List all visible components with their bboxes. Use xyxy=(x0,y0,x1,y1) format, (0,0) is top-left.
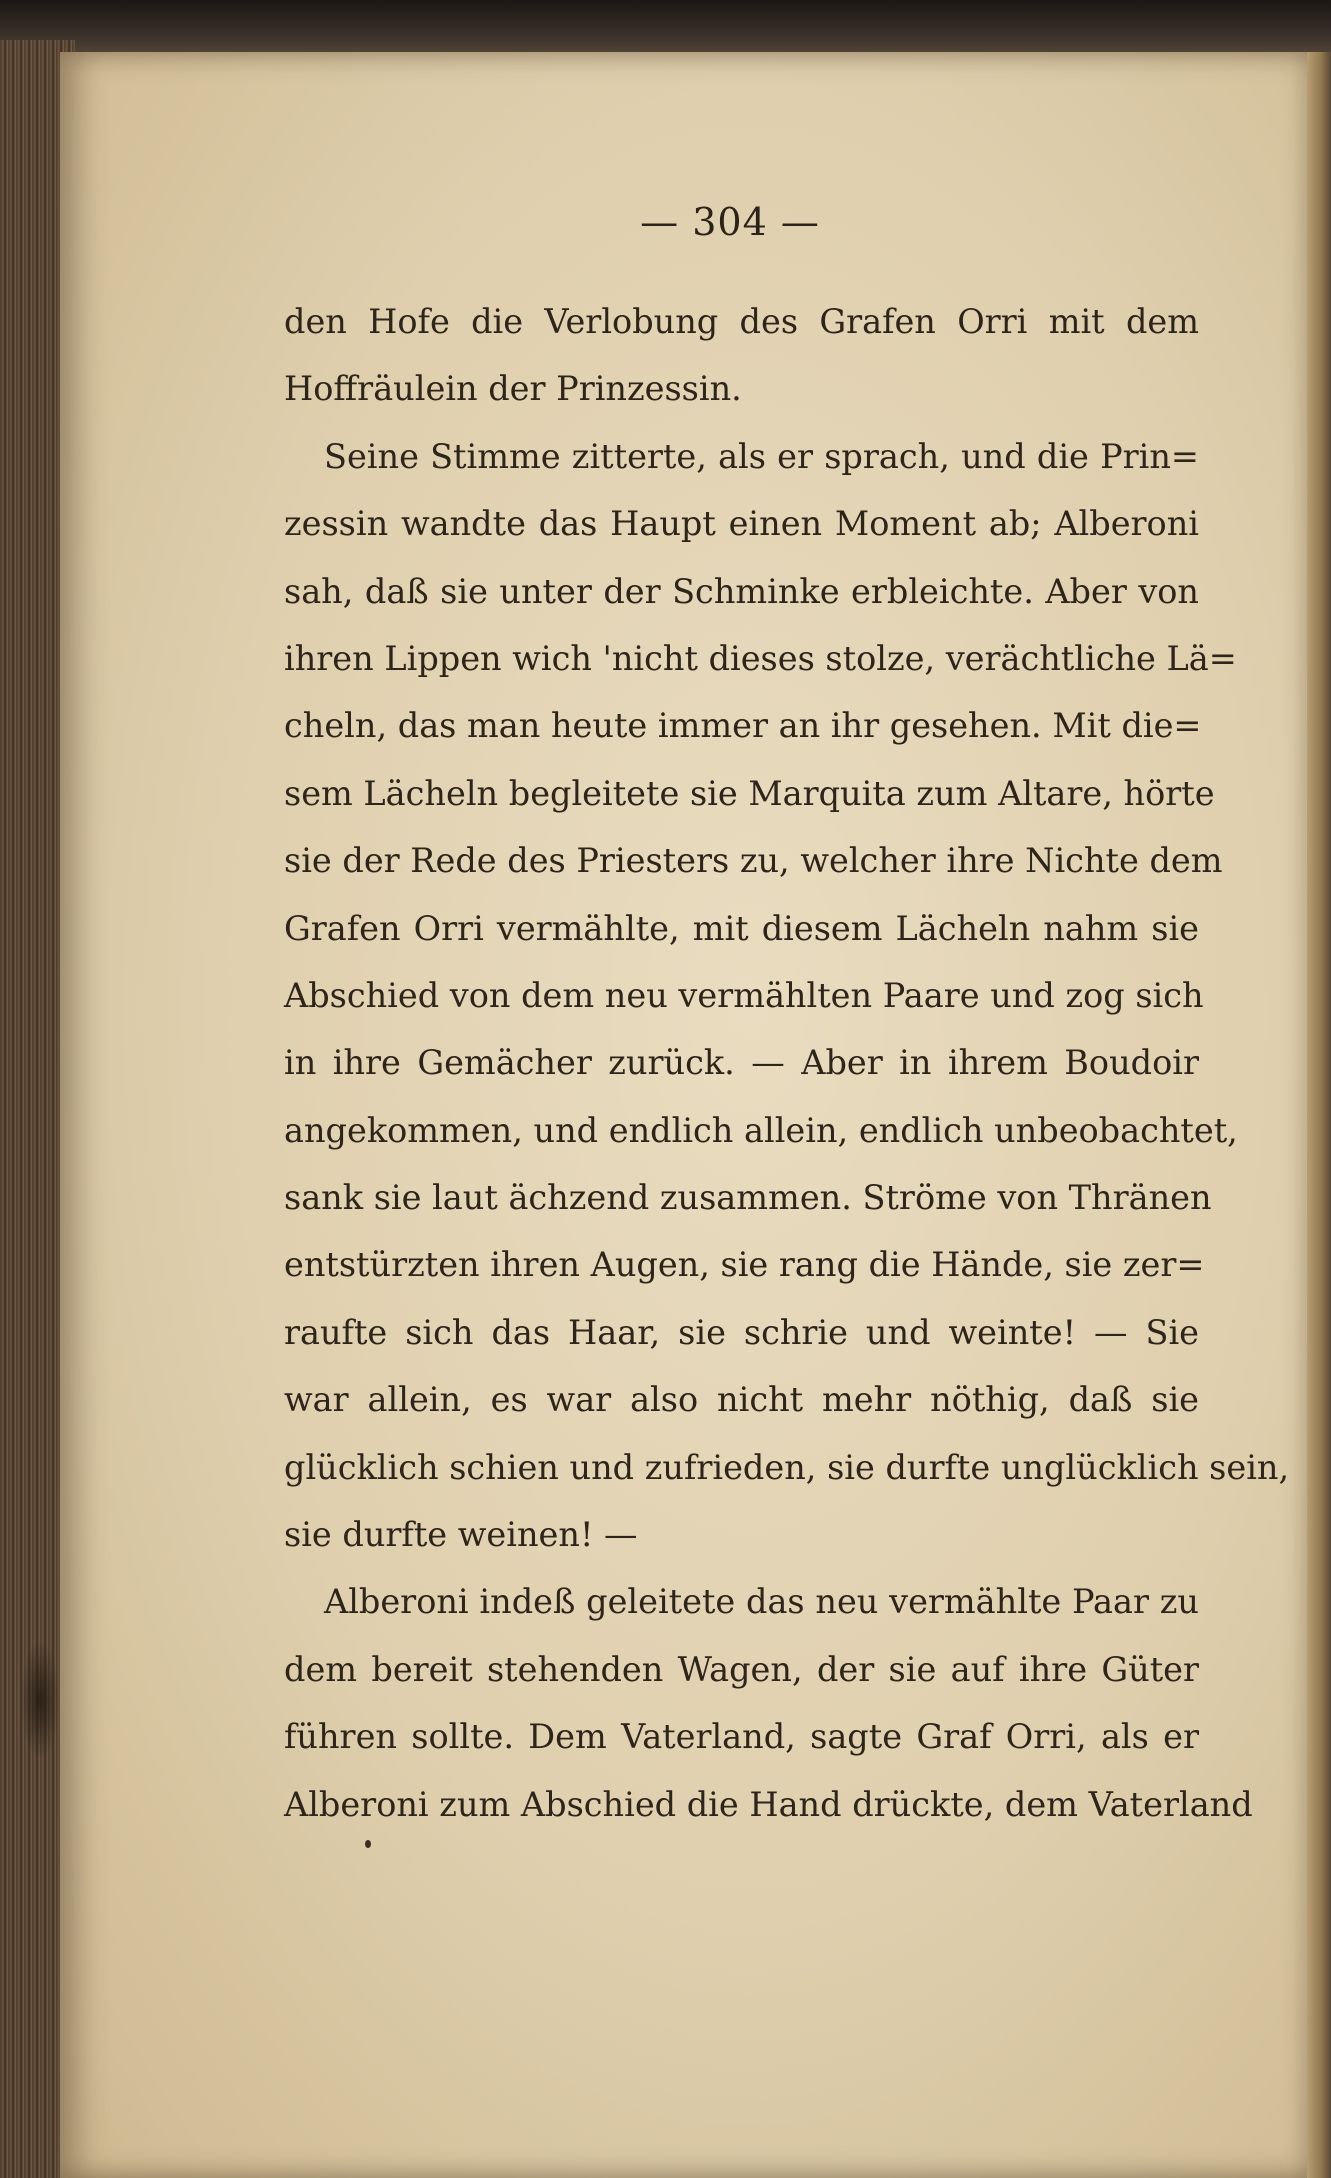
book-top-edge xyxy=(0,0,1331,60)
text-line: sah, daß sie unter der Schminke erbleichte. Aber von xyxy=(284,571,1199,611)
text-line: sie der Rede des Priesters zu, welcher ihre Nichte dem xyxy=(284,841,1223,881)
text-line: führen sollte. Dem Vaterland, sagte Graf Orri, als er xyxy=(284,1717,1199,1757)
body-text xyxy=(284,288,1290,1838)
ink-speck xyxy=(365,1840,371,1848)
text-line: war allein, es war also nicht mehr nöthig, daß sie xyxy=(284,1380,1199,1420)
page-number-header: — 304 — xyxy=(640,200,820,244)
page-stain xyxy=(20,1640,60,1760)
text-line: sem Lächeln begleitete sie Marquita zum Altare, hörte xyxy=(284,773,1215,813)
text-line: Seine Stimme zitterte, als er sprach, und die Prin= xyxy=(324,436,1199,476)
text-line: in ihre Gemächer zurück. — Aber in ihrem Boudoir xyxy=(284,1043,1199,1083)
text-line: Hoffräulein der Prinzessin. xyxy=(284,369,742,409)
text-line: cheln, das man heute immer an ihr gesehen. Mit die= xyxy=(284,706,1202,746)
page-edge xyxy=(1307,52,1331,2178)
text-line: Alberoni indeß geleitete das neu vermählte Paar zu xyxy=(324,1582,1199,1622)
text-line: glücklich schien und zufrieden, sie durfte unglücklich sein, xyxy=(284,1447,1290,1487)
text-line: sie durfte weinen! — xyxy=(284,1515,638,1555)
text-line: dem bereit stehenden Wagen, der sie auf ihre Güter xyxy=(284,1649,1199,1689)
text-line: entstürzten ihren Augen, sie rang die Hände, sie zer= xyxy=(284,1245,1205,1285)
text-line: Abschied von dem neu vermählten Paare und zog sich xyxy=(284,975,1204,1015)
text-line: Alberoni zum Abschied die Hand drückte, dem Vaterland xyxy=(284,1784,1253,1824)
text-line: angekommen, und endlich allein, endlich unbeobachtet, xyxy=(284,1110,1238,1150)
text-line: raufte sich das Haar, sie schrie und weinte! — Sie xyxy=(284,1312,1199,1352)
text-line: den Hofe die Verlobung des Grafen Orri mit dem xyxy=(284,302,1199,341)
text-line: sank sie laut ächzend zusammen. Ströme von Thränen xyxy=(284,1178,1212,1218)
text-line: ihren Lippen wich 'nicht dieses stolze, verächtliche Lä= xyxy=(284,638,1237,678)
text-line: Grafen Orri vermählte, mit diesem Lächeln nahm sie xyxy=(284,908,1199,948)
text-line: zessin wandte das Haupt einen Moment ab; Alberoni xyxy=(284,504,1199,544)
